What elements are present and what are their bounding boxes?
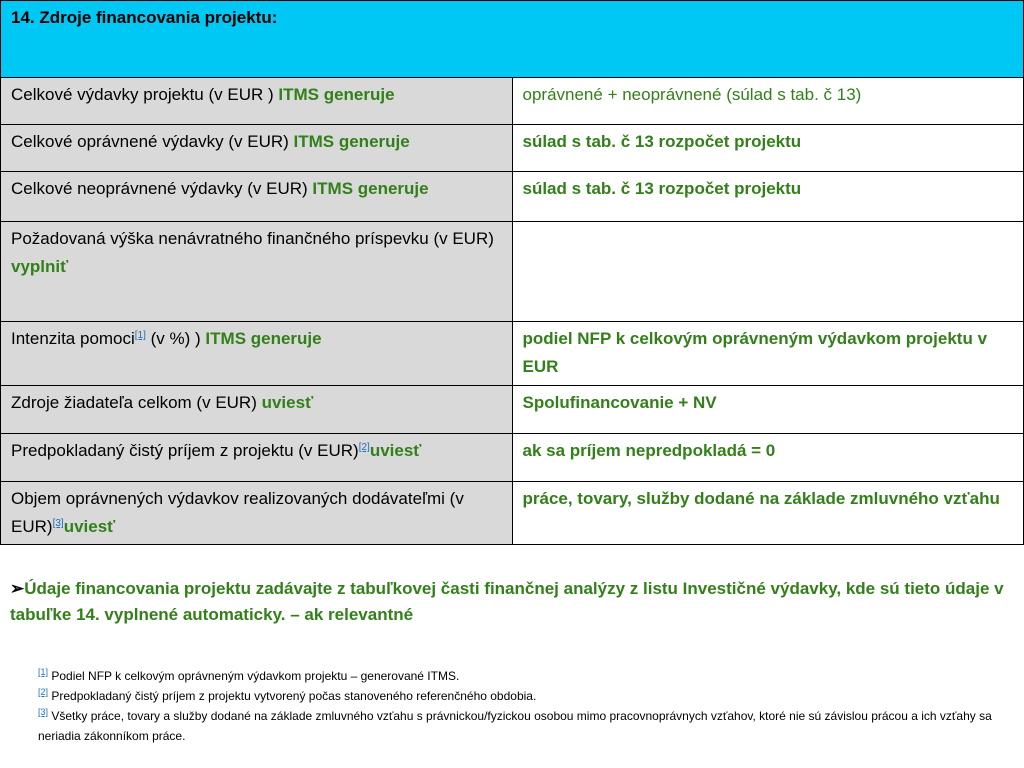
- table-row: [1, 482, 1024, 545]
- row-value: súlad s tab. č 13 rozpočet projektu: [512, 172, 1024, 222]
- row-label: Intenzita pomoci: [11, 329, 135, 348]
- row-action: uviesť: [369, 441, 422, 460]
- row-value: práce, tovary, služby dodané na základe zmluvného vzťahu: [512, 482, 1024, 545]
- row-action: ITMS generuje: [293, 132, 410, 151]
- row-label: Zdroje žiadateľa celkom (v EUR): [11, 393, 262, 412]
- row-action: ITMS generuje: [312, 179, 429, 198]
- row-label-cell: [1, 434, 513, 482]
- row-action: uviesť: [63, 517, 116, 536]
- note-text: Údaje financovania projektu zadávajte z tabuľkovej časti finančnej analýzy z listu Investičné výdavky, kde sú tieto údaje v tabuľke 14. vyplnené automaticky. – ak relevantné: [10, 579, 1004, 624]
- footnote-item: [38, 686, 1014, 706]
- footnote-anchor-link[interactable]: [1]: [38, 667, 49, 677]
- row-label-cell: [1, 125, 513, 172]
- arrow-bullet-icon: ➢: [10, 579, 25, 598]
- table-title: 14. Zdroje financovania projektu:: [1, 1, 1024, 78]
- table-row: [1, 386, 1024, 434]
- footnotes: [38, 666, 1014, 746]
- row-value: ak sa príjem nepredpokladá = 0: [512, 434, 1024, 482]
- footnote-anchor-link[interactable]: [3]: [38, 707, 49, 717]
- row-action: vyplniť: [11, 257, 69, 276]
- row-label-cell: [1, 78, 513, 125]
- row-label: Predpokladaný čistý príjem z projektu (v EUR): [11, 441, 359, 460]
- footnote-text: Všetky práce, tovary a služby dodané na základe zmluvného vzťahu s právnickou/fyzickou osobou mimo pracovnoprávnych vzťahov, ktoré nie sú závislou prácou a ich vzťahy sa neriadia zákonníkom práce.: [38, 709, 992, 743]
- table-row: [1, 125, 1024, 172]
- instruction-note: [10, 576, 1014, 628]
- row-value: podiel NFP k celkovým oprávneným výdavkom projektu v EUR: [512, 322, 1024, 386]
- row-action: uviesť: [261, 393, 314, 412]
- row-label-cell: [1, 172, 513, 222]
- row-action: ITMS generuje: [278, 85, 395, 104]
- row-label-cell: [1, 222, 513, 322]
- footnote-item: [38, 706, 1014, 746]
- row-value: Spolufinancovanie + NV: [512, 386, 1024, 434]
- table-row: [1, 222, 1024, 322]
- row-label: Celkové oprávnené výdavky (v EUR): [11, 132, 294, 151]
- row-label: Objem oprávnených výdavkov realizovaných dodávateľmi (v EUR): [11, 489, 464, 536]
- row-label-cell: [1, 482, 513, 545]
- table-header-row: [1, 1, 1024, 78]
- row-value: súlad s tab. č 13 rozpočet projektu: [512, 125, 1024, 172]
- row-action: ITMS generuje: [205, 329, 322, 348]
- footnote-text: Predpokladaný čistý príjem z projektu vytvorený počas stanoveného referenčného obdobia.: [48, 689, 537, 703]
- footnote-ref-link[interactable]: [3]: [52, 518, 64, 529]
- table-row: [1, 172, 1024, 222]
- row-label: Celkové výdavky projektu (v EUR ): [11, 85, 279, 104]
- footnote-item: [38, 666, 1014, 686]
- row-label: Celkové neoprávnené výdavky (v EUR): [11, 179, 313, 198]
- table-row: [1, 78, 1024, 125]
- footnote-anchor-link[interactable]: [2]: [38, 687, 49, 697]
- row-label: Požadovaná výška nenávratného finančného príspevku (v EUR): [11, 229, 494, 248]
- footnote-text: Podiel NFP k celkovým oprávneným výdavkom projektu – generované ITMS.: [48, 669, 460, 683]
- row-value: oprávnené + neoprávnené (súlad s tab. č 13): [512, 78, 1024, 125]
- row-value: [512, 222, 1024, 322]
- footnote-ref-link[interactable]: [1]: [134, 330, 146, 341]
- footnote-ref-link[interactable]: [2]: [358, 442, 370, 453]
- row-label-suffix: (v %) ): [145, 329, 206, 348]
- row-label-cell: [1, 386, 513, 434]
- table-row: [1, 322, 1024, 386]
- table-row: [1, 434, 1024, 482]
- row-label-cell: [1, 322, 513, 386]
